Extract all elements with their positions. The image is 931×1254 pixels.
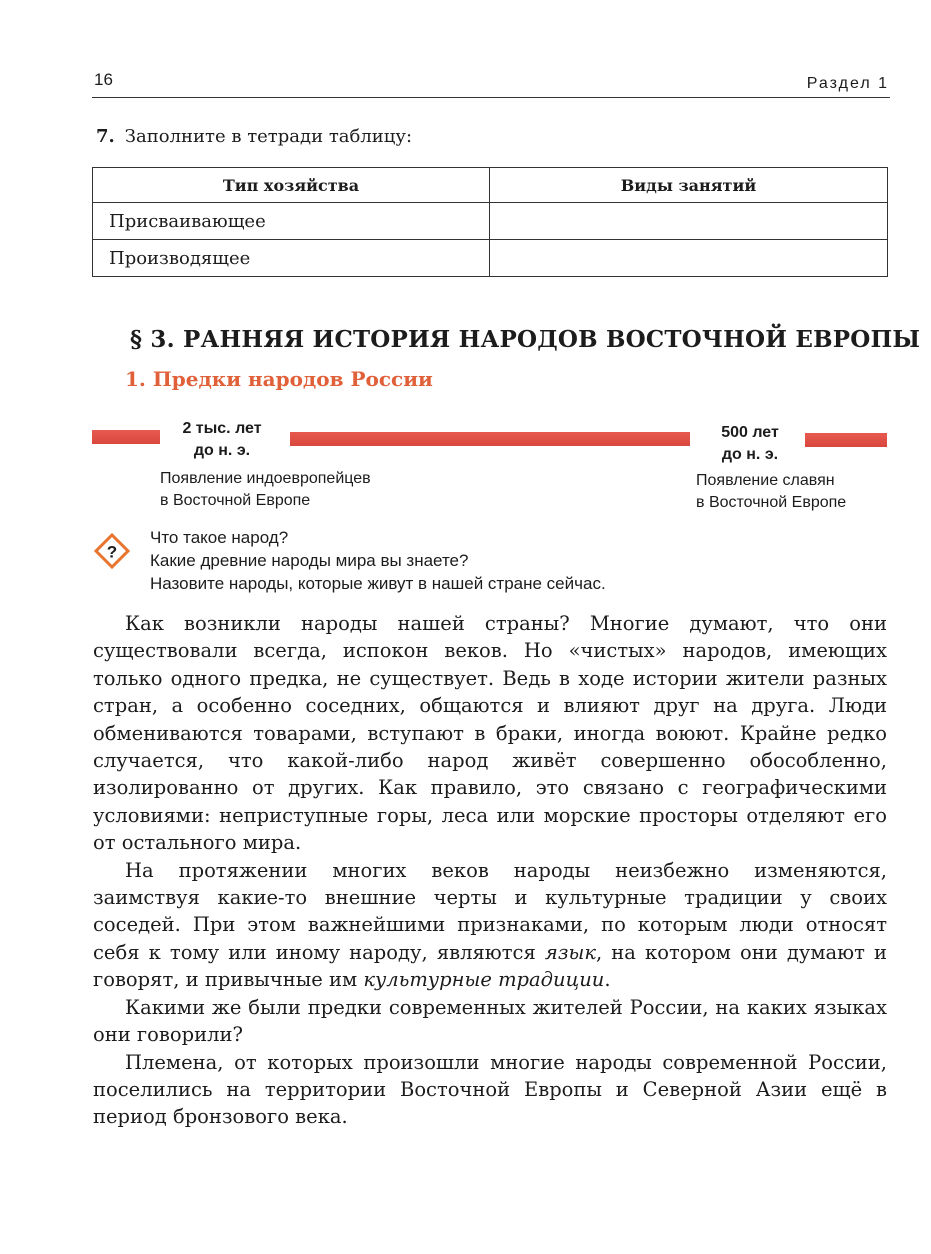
table-cell: Производящее	[93, 240, 490, 277]
economy-table	[92, 167, 888, 277]
body-text	[93, 610, 887, 1131]
table-header: Тип хозяйства	[93, 168, 490, 203]
table-cell	[490, 203, 888, 240]
question-line: Что такое народ?	[150, 528, 289, 547]
question-line: Назовите народы, которые живут в нашей стране сейчас.	[150, 574, 606, 593]
term-language: язык	[544, 940, 596, 964]
page-number: 16	[94, 70, 113, 89]
task-text: Заполните в тетради таблицу:	[124, 126, 413, 147]
paragraph: На протяжении многих веков народы неизбежно изменяются, заимствуя какие-то внешние черты и культурные традиции у своих соседей. При этом важнейшими признаками, по которым люди относят себя к тому или иному народу, являются язык, на котором они думают и говорят, и привычные им культурные традиции.	[93, 858, 887, 992]
timeline-caption: Появление индоевропейцев в Восточной Европе	[160, 470, 371, 509]
timeline-bar-segment	[290, 432, 690, 446]
paragraph: Как возникли народы нашей страны? Многие думают, что они существовали всегда, испокон веков. Но «чистых» народов, имеющих только одного предка, не существует. Ведь в ходе истории жители разных стран, а особенно соседних, общаются и влияют друг на друга. Люди обмениваются товарами, вступают в браки, иногда воюют. Крайне редко случается, что какой-либо народ живёт совершенно обособленно, изолированно от других. Как правило, это связано с географическими условиями: неприступные горы, леса или морские просторы отделяют его от остального мира.	[93, 612, 887, 855]
term-cultural-traditions: культурные традиции	[363, 968, 605, 992]
paragraph: Племена, от которых произошли многие народы современной России, поселились на территории Восточной Европы и Северной Азии ещё в период бронзового века.	[93, 1050, 887, 1129]
subsection-title: 1. Предки народов России	[125, 367, 433, 391]
table-row	[93, 240, 888, 277]
table-row	[93, 203, 888, 240]
questions	[150, 526, 606, 595]
question-line: Какие древние народы мира вы знаете?	[150, 551, 469, 570]
table-cell: Присваивающее	[93, 203, 490, 240]
task	[96, 126, 412, 147]
section-label: Раздел 1	[806, 75, 889, 92]
table-header: Виды занятий	[490, 168, 888, 203]
timeline-date: 500 лет до н. э.	[721, 424, 779, 463]
table-header-row	[93, 168, 888, 203]
svg-text:?: ?	[106, 542, 118, 562]
section-title: § 3. РАННЯЯ ИСТОРИЯ НАРОДОВ ВОСТОЧНОЙ ЕВРОПЫ	[130, 326, 921, 353]
table-cell	[490, 240, 888, 277]
timeline-bar-segment	[92, 430, 160, 444]
question-diamond-icon	[94, 533, 130, 569]
task-number: 7.	[96, 126, 115, 147]
header-rule	[92, 97, 890, 98]
timeline-caption: Появление славян в Восточной Европе	[696, 472, 847, 511]
paragraph: Какими же были предки современных жителей России, на каких языках они говорили?	[93, 995, 887, 1047]
timeline-date: 2 тыс. лет до н. э.	[182, 420, 262, 459]
timeline-bar-segment	[805, 433, 887, 447]
